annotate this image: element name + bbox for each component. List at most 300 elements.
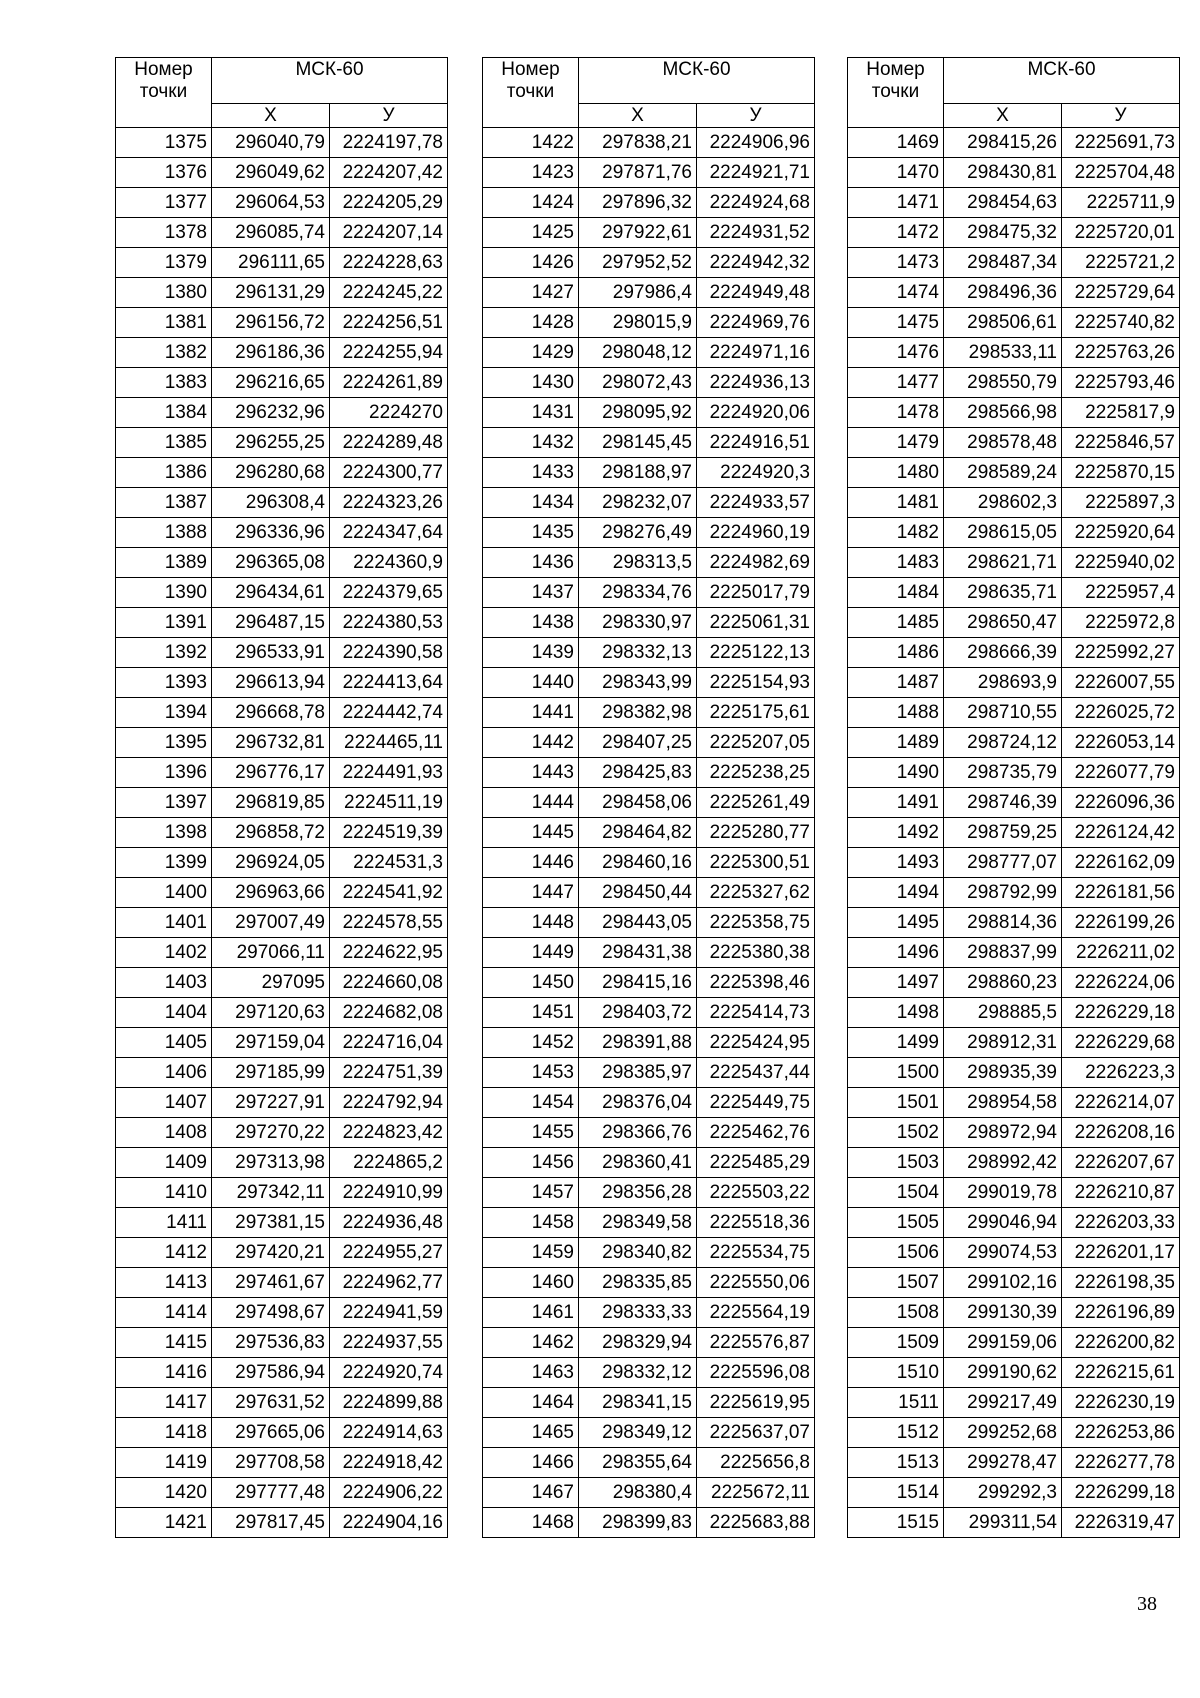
coordinate-system-header: МСК-60 — [212, 58, 448, 104]
point-number-cell: 1515 — [848, 1508, 944, 1538]
table-row — [116, 338, 448, 368]
table-row — [483, 248, 815, 278]
table-row — [116, 1268, 448, 1298]
x-coordinate-cell: 297066,11 — [212, 938, 330, 968]
table-row — [848, 488, 1180, 518]
y-coordinate-cell: 2225534,75 — [697, 1238, 815, 1268]
table-row — [116, 458, 448, 488]
x-coordinate-cell: 299217,49 — [944, 1388, 1062, 1418]
x-coordinate-cell: 296819,85 — [212, 788, 330, 818]
y-coordinate-cell: 2224751,39 — [330, 1058, 448, 1088]
table-row — [483, 128, 815, 158]
point-number-cell: 1482 — [848, 518, 944, 548]
x-coordinate-cell: 298589,24 — [944, 458, 1062, 488]
point-number-cell: 1500 — [848, 1058, 944, 1088]
y-coordinate-cell: 2224207,14 — [330, 218, 448, 248]
x-coordinate-cell: 296040,79 — [212, 128, 330, 158]
y-coordinate-cell: 2226162,09 — [1062, 848, 1180, 878]
table-row — [483, 848, 815, 878]
point-number-cell: 1453 — [483, 1058, 579, 1088]
x-coordinate-cell: 298650,47 — [944, 608, 1062, 638]
table-row — [483, 1298, 815, 1328]
table-row — [483, 1208, 815, 1238]
table-row — [116, 1208, 448, 1238]
table-row — [116, 128, 448, 158]
point-number-cell: 1439 — [483, 638, 579, 668]
table-row — [483, 218, 815, 248]
page-number: 38 — [1137, 1593, 1157, 1615]
x-coordinate-cell: 299074,53 — [944, 1238, 1062, 1268]
x-coordinate-cell: 296232,96 — [212, 398, 330, 428]
y-coordinate-cell: 2225817,9 — [1062, 398, 1180, 428]
point-number-cell: 1432 — [483, 428, 579, 458]
x-coordinate-cell: 298380,4 — [579, 1478, 697, 1508]
y-coordinate-cell: 2225485,29 — [697, 1148, 815, 1178]
x-coordinate-cell: 297185,99 — [212, 1058, 330, 1088]
y-coordinate-cell: 2224578,55 — [330, 908, 448, 938]
y-coordinate-cell: 2226253,86 — [1062, 1418, 1180, 1448]
x-column-header: Х — [579, 104, 697, 128]
y-coordinate-cell: 2224531,3 — [330, 848, 448, 878]
x-coordinate-cell: 298710,55 — [944, 698, 1062, 728]
y-coordinate-cell: 2225920,64 — [1062, 518, 1180, 548]
x-coordinate-cell: 299292,3 — [944, 1478, 1062, 1508]
x-coordinate-cell: 298335,85 — [579, 1268, 697, 1298]
table-row — [116, 398, 448, 428]
x-coordinate-cell: 298330,97 — [579, 608, 697, 638]
point-number-cell: 1495 — [848, 908, 944, 938]
y-coordinate-cell: 2225957,4 — [1062, 578, 1180, 608]
y-coordinate-cell: 2224823,42 — [330, 1118, 448, 1148]
x-coordinate-cell: 298792,99 — [944, 878, 1062, 908]
y-coordinate-cell: 2225175,61 — [697, 698, 815, 728]
y-coordinate-cell: 2224865,2 — [330, 1148, 448, 1178]
x-coordinate-cell: 297120,63 — [212, 998, 330, 1028]
table-row — [848, 578, 1180, 608]
x-coordinate-cell: 298550,79 — [944, 368, 1062, 398]
point-number-cell: 1403 — [116, 968, 212, 998]
point-number-header: Номер точки — [483, 58, 579, 128]
y-coordinate-cell: 2225729,64 — [1062, 278, 1180, 308]
table-row — [483, 1268, 815, 1298]
y-coordinate-cell: 2226199,26 — [1062, 908, 1180, 938]
y-coordinate-cell: 2225261,49 — [697, 788, 815, 818]
y-coordinate-cell: 2224914,63 — [330, 1418, 448, 1448]
y-coordinate-cell: 2225061,31 — [697, 608, 815, 638]
x-coordinate-cell: 296308,4 — [212, 488, 330, 518]
y-coordinate-cell: 2226077,79 — [1062, 758, 1180, 788]
table-row — [848, 548, 1180, 578]
point-number-cell: 1488 — [848, 698, 944, 728]
table-row — [483, 788, 815, 818]
x-coordinate-cell: 296255,25 — [212, 428, 330, 458]
x-coordinate-cell: 298464,82 — [579, 818, 697, 848]
table-row — [483, 518, 815, 548]
x-coordinate-cell: 298385,97 — [579, 1058, 697, 1088]
table-row — [116, 548, 448, 578]
table-row — [483, 608, 815, 638]
point-number-cell: 1386 — [116, 458, 212, 488]
table-row — [483, 638, 815, 668]
x-coordinate-cell: 298693,9 — [944, 668, 1062, 698]
x-coordinate-cell: 297631,52 — [212, 1388, 330, 1418]
table-row — [483, 1418, 815, 1448]
point-number-cell: 1392 — [116, 638, 212, 668]
coordinates-table-1 — [115, 57, 448, 1538]
point-number-header: Номер точки — [848, 58, 944, 128]
table-row — [116, 1148, 448, 1178]
coordinates-table-3 — [847, 57, 1180, 1538]
x-coordinate-cell: 298460,16 — [579, 848, 697, 878]
x-coordinate-cell: 298724,12 — [944, 728, 1062, 758]
point-number-cell: 1503 — [848, 1148, 944, 1178]
x-coordinate-cell: 298458,06 — [579, 788, 697, 818]
point-number-cell: 1379 — [116, 248, 212, 278]
y-coordinate-cell: 2224960,19 — [697, 518, 815, 548]
table-row — [483, 158, 815, 188]
x-coordinate-cell: 297777,48 — [212, 1478, 330, 1508]
y-coordinate-cell: 2225711,9 — [1062, 188, 1180, 218]
point-number-cell: 1473 — [848, 248, 944, 278]
table-row — [116, 878, 448, 908]
y-coordinate-cell: 2225672,11 — [697, 1478, 815, 1508]
table-row — [483, 308, 815, 338]
point-number-cell: 1413 — [116, 1268, 212, 1298]
point-number-cell: 1433 — [483, 458, 579, 488]
point-number-cell: 1419 — [116, 1448, 212, 1478]
point-number-cell: 1381 — [116, 308, 212, 338]
table-row — [848, 218, 1180, 248]
y-coordinate-cell: 2226096,36 — [1062, 788, 1180, 818]
x-coordinate-cell: 296858,72 — [212, 818, 330, 848]
y-coordinate-cell: 2224936,48 — [330, 1208, 448, 1238]
x-coordinate-cell: 298431,38 — [579, 938, 697, 968]
point-number-cell: 1510 — [848, 1358, 944, 1388]
point-number-cell: 1466 — [483, 1448, 579, 1478]
y-coordinate-cell: 2226198,35 — [1062, 1268, 1180, 1298]
y-coordinate-cell: 2224660,08 — [330, 968, 448, 998]
point-number-cell: 1490 — [848, 758, 944, 788]
y-coordinate-cell: 2225414,73 — [697, 998, 815, 1028]
table-row — [848, 938, 1180, 968]
y-coordinate-cell: 2225398,46 — [697, 968, 815, 998]
y-coordinate-cell: 2224716,04 — [330, 1028, 448, 1058]
point-number-cell: 1475 — [848, 308, 944, 338]
y-coordinate-cell: 2224207,42 — [330, 158, 448, 188]
point-number-cell: 1458 — [483, 1208, 579, 1238]
x-coordinate-cell: 296085,74 — [212, 218, 330, 248]
x-coordinate-cell: 298332,12 — [579, 1358, 697, 1388]
table-row — [483, 818, 815, 848]
x-coordinate-cell: 298341,15 — [579, 1388, 697, 1418]
table-row — [483, 998, 815, 1028]
x-coordinate-cell: 298475,32 — [944, 218, 1062, 248]
point-number-cell: 1470 — [848, 158, 944, 188]
table-row — [483, 728, 815, 758]
point-number-cell: 1408 — [116, 1118, 212, 1148]
x-coordinate-cell: 296156,72 — [212, 308, 330, 338]
table-row — [483, 428, 815, 458]
point-number-cell: 1487 — [848, 668, 944, 698]
y-coordinate-cell: 2224390,58 — [330, 638, 448, 668]
table-row — [848, 1328, 1180, 1358]
x-coordinate-cell: 298329,94 — [579, 1328, 697, 1358]
y-coordinate-cell: 2225300,51 — [697, 848, 815, 878]
table-row — [483, 1478, 815, 1508]
x-coordinate-cell: 298391,88 — [579, 1028, 697, 1058]
point-number-cell: 1401 — [116, 908, 212, 938]
point-number-cell: 1385 — [116, 428, 212, 458]
point-number-cell: 1436 — [483, 548, 579, 578]
x-coordinate-cell: 298072,43 — [579, 368, 697, 398]
table-row — [116, 1388, 448, 1418]
x-coordinate-cell: 298735,79 — [944, 758, 1062, 788]
point-number-cell: 1455 — [483, 1118, 579, 1148]
point-number-cell: 1454 — [483, 1088, 579, 1118]
y-coordinate-cell: 2224910,99 — [330, 1178, 448, 1208]
x-coordinate-cell: 296186,36 — [212, 338, 330, 368]
table-row — [116, 518, 448, 548]
table-row — [848, 1358, 1180, 1388]
x-coordinate-cell: 299102,16 — [944, 1268, 1062, 1298]
x-coordinate-cell: 297420,21 — [212, 1238, 330, 1268]
y-coordinate-cell: 2225846,57 — [1062, 428, 1180, 458]
point-number-cell: 1465 — [483, 1418, 579, 1448]
table-row — [483, 1448, 815, 1478]
table-row — [116, 728, 448, 758]
table-row — [848, 818, 1180, 848]
point-number-cell: 1424 — [483, 188, 579, 218]
table-row — [116, 608, 448, 638]
point-number-cell: 1390 — [116, 578, 212, 608]
x-coordinate-cell: 296365,08 — [212, 548, 330, 578]
y-coordinate-cell: 2224413,64 — [330, 668, 448, 698]
x-coordinate-cell: 298382,98 — [579, 698, 697, 728]
table-row — [848, 878, 1180, 908]
point-number-cell: 1456 — [483, 1148, 579, 1178]
x-coordinate-cell: 296963,66 — [212, 878, 330, 908]
x-coordinate-cell: 297952,52 — [579, 248, 697, 278]
x-column-header: Х — [212, 104, 330, 128]
point-number-cell: 1460 — [483, 1268, 579, 1298]
y-coordinate-cell: 2226200,82 — [1062, 1328, 1180, 1358]
point-number-cell: 1405 — [116, 1028, 212, 1058]
point-number-cell: 1426 — [483, 248, 579, 278]
y-coordinate-cell: 2224792,94 — [330, 1088, 448, 1118]
table-row — [848, 1478, 1180, 1508]
table-row — [116, 1478, 448, 1508]
point-number-cell: 1514 — [848, 1478, 944, 1508]
x-coordinate-cell: 298355,64 — [579, 1448, 697, 1478]
point-number-cell: 1498 — [848, 998, 944, 1028]
y-coordinate-cell: 2225154,93 — [697, 668, 815, 698]
x-coordinate-cell: 298332,13 — [579, 638, 697, 668]
y-coordinate-cell: 2225424,95 — [697, 1028, 815, 1058]
table-row — [848, 1508, 1180, 1538]
point-number-cell: 1508 — [848, 1298, 944, 1328]
x-coordinate-cell: 296049,62 — [212, 158, 330, 188]
x-coordinate-cell: 297342,11 — [212, 1178, 330, 1208]
y-coordinate-cell: 2224982,69 — [697, 548, 815, 578]
point-number-cell: 1397 — [116, 788, 212, 818]
point-number-cell: 1504 — [848, 1178, 944, 1208]
x-coordinate-cell: 298376,04 — [579, 1088, 697, 1118]
point-number-cell: 1467 — [483, 1478, 579, 1508]
point-number-cell: 1428 — [483, 308, 579, 338]
table-row — [848, 278, 1180, 308]
point-number-cell: 1404 — [116, 998, 212, 1028]
point-number-cell: 1423 — [483, 158, 579, 188]
table-row — [483, 398, 815, 428]
y-coordinate-cell: 2226214,07 — [1062, 1088, 1180, 1118]
point-number-cell: 1441 — [483, 698, 579, 728]
table-row — [848, 1268, 1180, 1298]
point-number-cell: 1447 — [483, 878, 579, 908]
y-coordinate-cell: 2224300,77 — [330, 458, 448, 488]
y-coordinate-cell: 2225564,19 — [697, 1298, 815, 1328]
coordinate-system-header: МСК-60 — [944, 58, 1180, 104]
x-coordinate-cell: 298313,5 — [579, 548, 697, 578]
point-number-cell: 1421 — [116, 1508, 212, 1538]
x-coordinate-cell: 298276,49 — [579, 518, 697, 548]
y-coordinate-cell: 2226207,67 — [1062, 1148, 1180, 1178]
x-coordinate-cell: 298533,11 — [944, 338, 1062, 368]
x-coordinate-cell: 298343,99 — [579, 668, 697, 698]
point-number-cell: 1471 — [848, 188, 944, 218]
y-coordinate-cell: 2225992,27 — [1062, 638, 1180, 668]
y-coordinate-cell: 2224937,55 — [330, 1328, 448, 1358]
table-row — [848, 908, 1180, 938]
point-number-cell: 1415 — [116, 1328, 212, 1358]
y-coordinate-cell: 2224379,65 — [330, 578, 448, 608]
table-row — [116, 1418, 448, 1448]
point-number-cell: 1434 — [483, 488, 579, 518]
x-coordinate-cell: 298860,23 — [944, 968, 1062, 998]
y-coordinate-cell: 2225449,75 — [697, 1088, 815, 1118]
y-coordinate-cell: 2225596,08 — [697, 1358, 815, 1388]
x-coordinate-cell: 298048,12 — [579, 338, 697, 368]
table-row — [848, 638, 1180, 668]
table-row — [116, 1178, 448, 1208]
x-coordinate-cell: 298349,12 — [579, 1418, 697, 1448]
y-coordinate-cell: 2226196,89 — [1062, 1298, 1180, 1328]
x-coordinate-cell: 298415,26 — [944, 128, 1062, 158]
y-coordinate-cell: 2224511,19 — [330, 788, 448, 818]
x-coordinate-cell: 299159,06 — [944, 1328, 1062, 1358]
table-row — [483, 548, 815, 578]
point-number-cell: 1462 — [483, 1328, 579, 1358]
table-row — [483, 698, 815, 728]
point-number-cell: 1485 — [848, 608, 944, 638]
point-number-cell: 1417 — [116, 1388, 212, 1418]
table-row — [848, 608, 1180, 638]
x-coordinate-cell: 296668,78 — [212, 698, 330, 728]
table-row — [483, 1118, 815, 1148]
x-coordinate-cell: 296131,29 — [212, 278, 330, 308]
x-coordinate-cell: 298454,63 — [944, 188, 1062, 218]
point-number-cell: 1486 — [848, 638, 944, 668]
x-coordinate-cell: 299019,78 — [944, 1178, 1062, 1208]
x-coordinate-cell: 296216,65 — [212, 368, 330, 398]
y-coordinate-cell: 2224916,51 — [697, 428, 815, 458]
y-coordinate-cell: 2226007,55 — [1062, 668, 1180, 698]
point-number-cell: 1422 — [483, 128, 579, 158]
x-coordinate-cell: 298443,05 — [579, 908, 697, 938]
y-coordinate-cell: 2225637,07 — [697, 1418, 815, 1448]
table-row — [116, 1298, 448, 1328]
x-coordinate-cell: 298366,76 — [579, 1118, 697, 1148]
point-number-cell: 1493 — [848, 848, 944, 878]
y-coordinate-cell: 2225740,82 — [1062, 308, 1180, 338]
point-number-cell: 1483 — [848, 548, 944, 578]
x-coordinate-cell: 298407,25 — [579, 728, 697, 758]
y-coordinate-cell: 2225972,8 — [1062, 608, 1180, 638]
x-coordinate-cell: 298912,31 — [944, 1028, 1062, 1058]
point-number-cell: 1391 — [116, 608, 212, 638]
y-column-header: У — [1062, 104, 1180, 128]
y-coordinate-cell: 2225327,62 — [697, 878, 815, 908]
table-row — [116, 1448, 448, 1478]
table-row — [116, 1088, 448, 1118]
x-coordinate-cell: 297536,83 — [212, 1328, 330, 1358]
x-coordinate-cell: 297498,67 — [212, 1298, 330, 1328]
point-number-cell: 1375 — [116, 128, 212, 158]
table-row — [848, 1388, 1180, 1418]
point-number-cell: 1509 — [848, 1328, 944, 1358]
table-row — [116, 1028, 448, 1058]
table-row — [483, 488, 815, 518]
point-number-cell: 1377 — [116, 188, 212, 218]
table-row — [116, 818, 448, 848]
table-row — [848, 128, 1180, 158]
x-coordinate-cell: 298635,71 — [944, 578, 1062, 608]
y-coordinate-cell: 2225793,46 — [1062, 368, 1180, 398]
table-row — [848, 158, 1180, 188]
x-coordinate-cell: 298145,45 — [579, 428, 697, 458]
y-coordinate-cell: 2225720,01 — [1062, 218, 1180, 248]
y-coordinate-cell: 2225207,05 — [697, 728, 815, 758]
y-coordinate-cell: 2224933,57 — [697, 488, 815, 518]
table-row — [116, 1238, 448, 1268]
y-coordinate-cell: 2225238,25 — [697, 758, 815, 788]
point-number-cell: 1411 — [116, 1208, 212, 1238]
x-coordinate-cell: 298496,36 — [944, 278, 1062, 308]
table-row — [483, 1508, 815, 1538]
x-coordinate-cell: 299046,94 — [944, 1208, 1062, 1238]
table-row — [848, 1118, 1180, 1148]
x-coordinate-cell: 298360,41 — [579, 1148, 697, 1178]
y-coordinate-cell: 2224255,94 — [330, 338, 448, 368]
x-coordinate-cell: 298837,99 — [944, 938, 1062, 968]
x-coordinate-cell: 298746,39 — [944, 788, 1062, 818]
table-row — [483, 758, 815, 788]
table-row — [483, 878, 815, 908]
point-number-cell: 1416 — [116, 1358, 212, 1388]
table-row — [483, 278, 815, 308]
y-coordinate-cell: 2225518,36 — [697, 1208, 815, 1238]
x-coordinate-cell: 297838,21 — [579, 128, 697, 158]
point-number-cell: 1430 — [483, 368, 579, 398]
point-number-cell: 1378 — [116, 218, 212, 248]
table-row — [116, 248, 448, 278]
y-coordinate-cell: 2224197,78 — [330, 128, 448, 158]
point-number-cell: 1476 — [848, 338, 944, 368]
table-row — [483, 368, 815, 398]
x-coordinate-cell: 298232,07 — [579, 488, 697, 518]
x-coordinate-cell: 298340,82 — [579, 1238, 697, 1268]
table-row — [848, 428, 1180, 458]
y-coordinate-cell: 2226229,68 — [1062, 1028, 1180, 1058]
